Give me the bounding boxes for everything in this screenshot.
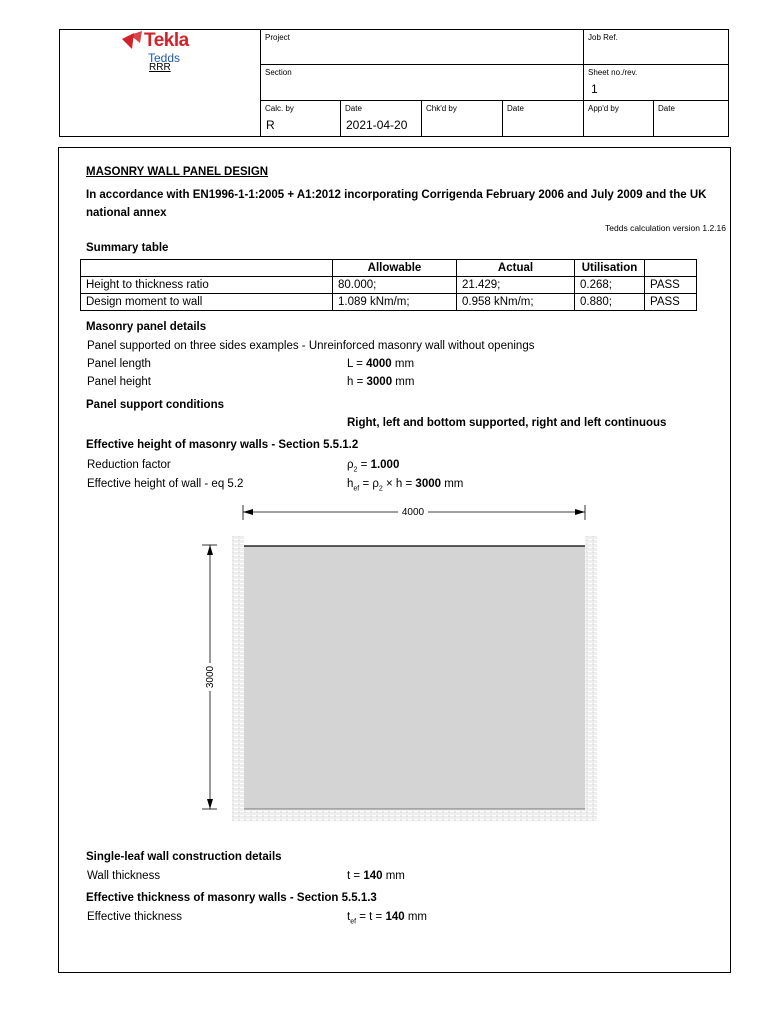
col-utilisation: Utilisation [575, 260, 645, 277]
sheet-value: 1 [591, 82, 598, 96]
table-row [81, 277, 697, 294]
support-heading: Panel support conditions [86, 399, 225, 411]
project-cell [261, 30, 584, 65]
bottom-support-hatch [232, 809, 597, 821]
sheet-cell [584, 65, 728, 101]
left-support-hatch [232, 536, 244, 819]
col-allowable: Allowable [333, 260, 457, 277]
chkd-by-cell [422, 101, 503, 136]
tef-value: 140 [385, 911, 405, 923]
panel-height-label: Panel height [87, 376, 151, 388]
sheet-label: Sheet no./rev. [588, 68, 638, 77]
panel-description: Panel supported on three sides examples - Unreinforced masonry wall without openings [87, 340, 535, 352]
row-status: PASS [645, 294, 697, 311]
width-dim-label: 4000 [401, 507, 425, 518]
t-unit: mm [382, 870, 405, 882]
row-label: Design moment to wall [81, 294, 333, 311]
hef-sub: ef [353, 485, 360, 493]
col-actual: Actual [457, 260, 575, 277]
eff-thick-label: Effective thickness [87, 911, 183, 923]
panel-height-value [347, 376, 414, 388]
accordance-line-1: In accordance with EN1996-1-1:2005 + A1:2012 incorporating Corrigenda February 2006 and July 2009 and the UK [86, 189, 707, 201]
row-utilisation: 0.268; [575, 277, 645, 294]
tekla-logo-icon [120, 31, 144, 51]
wall-panel [244, 546, 585, 809]
tef-sub: ef [350, 918, 357, 926]
wall-thickness-value [347, 870, 405, 882]
support-value: Right, left and bottom supported, right and left continuous [347, 417, 667, 429]
length-value: 4000 [366, 358, 392, 370]
calc-by-value: R [266, 118, 275, 132]
date3-cell [654, 101, 728, 136]
height-dim-label: 3000 [205, 665, 216, 689]
date-label: Date [345, 104, 362, 113]
job-ref-label: Job Ref. [588, 33, 618, 42]
calc-by-cell [261, 101, 341, 136]
date3-label: Date [658, 104, 675, 113]
row-label: Height to thickness ratio [81, 277, 333, 294]
appd-by-cell [584, 101, 654, 136]
company-name: RRR [149, 62, 171, 73]
right-support-hatch [585, 536, 597, 819]
rho-value: 1.000 [370, 459, 400, 471]
title-block [59, 29, 729, 137]
job-ref-cell [584, 30, 728, 65]
summary-heading: Summary table [86, 242, 169, 254]
eff-thick-value [347, 911, 427, 925]
row-utilisation: 0.880; [575, 294, 645, 311]
chkd-by-label: Chk'd by [426, 104, 457, 113]
logo-product: Tedds [148, 51, 181, 65]
height-arrow-bottom-icon [207, 799, 213, 809]
eff-height-value [347, 478, 463, 492]
panel-length-label: Panel length [87, 358, 151, 370]
appd-by-label: App'd by [588, 104, 619, 113]
reduction-factor-value [347, 459, 399, 473]
hef-rho: ρ [372, 478, 379, 490]
tef-t: t [347, 911, 351, 923]
eff-thick-heading: Effective thickness of masonry walls - Section 5.5.1.3 [86, 892, 377, 904]
section-label: Section [265, 68, 292, 77]
calc-by-label: Calc. by [265, 104, 294, 113]
length-prefix: L = [347, 358, 367, 370]
accordance-line-2: national annex [86, 207, 167, 219]
panel-diagram [200, 503, 600, 823]
table-header-empty [81, 260, 333, 277]
summary-table [80, 259, 697, 311]
height-arrow-top-icon [207, 545, 213, 555]
hef-eq: = [359, 478, 373, 490]
eff-height-label: Effective height of wall - eq 5.2 [87, 478, 244, 490]
eff-height-heading: Effective height of masonry walls - Section 5.5.1.2 [86, 439, 359, 451]
t-value: 140 [363, 870, 383, 882]
wall-thickness-label: Wall thickness [87, 870, 161, 882]
date2-cell [503, 101, 584, 136]
panel-heading: Masonry panel details [86, 321, 207, 333]
row-status: PASS [645, 277, 697, 294]
logo-brand: Tekla [144, 30, 189, 51]
row-actual: 21.429; [457, 277, 575, 294]
table-header-row [81, 260, 697, 277]
row-actual: 0.958 kNm/m; [457, 294, 575, 311]
date2-label: Date [507, 104, 524, 113]
rho-symbol: ρ [347, 459, 354, 471]
reduction-factor-label: Reduction factor [87, 459, 171, 471]
rho-sub: 2 [353, 466, 358, 474]
tef-eq: = t = [356, 911, 386, 923]
tef-unit: mm [404, 911, 428, 923]
wall-heading: Single-leaf wall construction details [86, 851, 282, 863]
hef-value: 3000 [415, 478, 442, 490]
project-label: Project [265, 33, 290, 42]
panel-length-value [347, 358, 414, 370]
version-text: Tedds calculation version 1.2.16 [605, 223, 726, 233]
section-cell [261, 65, 584, 101]
width-arrow-right-icon [575, 509, 585, 515]
width-arrow-left-icon [243, 509, 253, 515]
hef-h: h [347, 478, 354, 490]
date-value: 2021-04-20 [346, 118, 408, 132]
hef-unit: mm [441, 478, 464, 490]
doc-title: MASONRY WALL PANEL DESIGN [86, 166, 269, 178]
t-prefix: t = [347, 870, 364, 882]
height-unit: mm [392, 376, 415, 388]
col-status [645, 260, 697, 277]
row-allowable: 1.089 kNm/m; [333, 294, 457, 311]
length-unit: mm [391, 358, 415, 370]
height-value: 3000 [366, 376, 393, 388]
date-cell [341, 101, 422, 136]
hef-rho-sub: 2 [378, 485, 383, 493]
height-prefix: h = [347, 376, 367, 388]
rho-eq: = [357, 459, 371, 471]
logo-area [60, 30, 261, 136]
hef-times: × h = [382, 478, 416, 490]
table-row [81, 294, 697, 311]
row-allowable: 80.000; [333, 277, 457, 294]
